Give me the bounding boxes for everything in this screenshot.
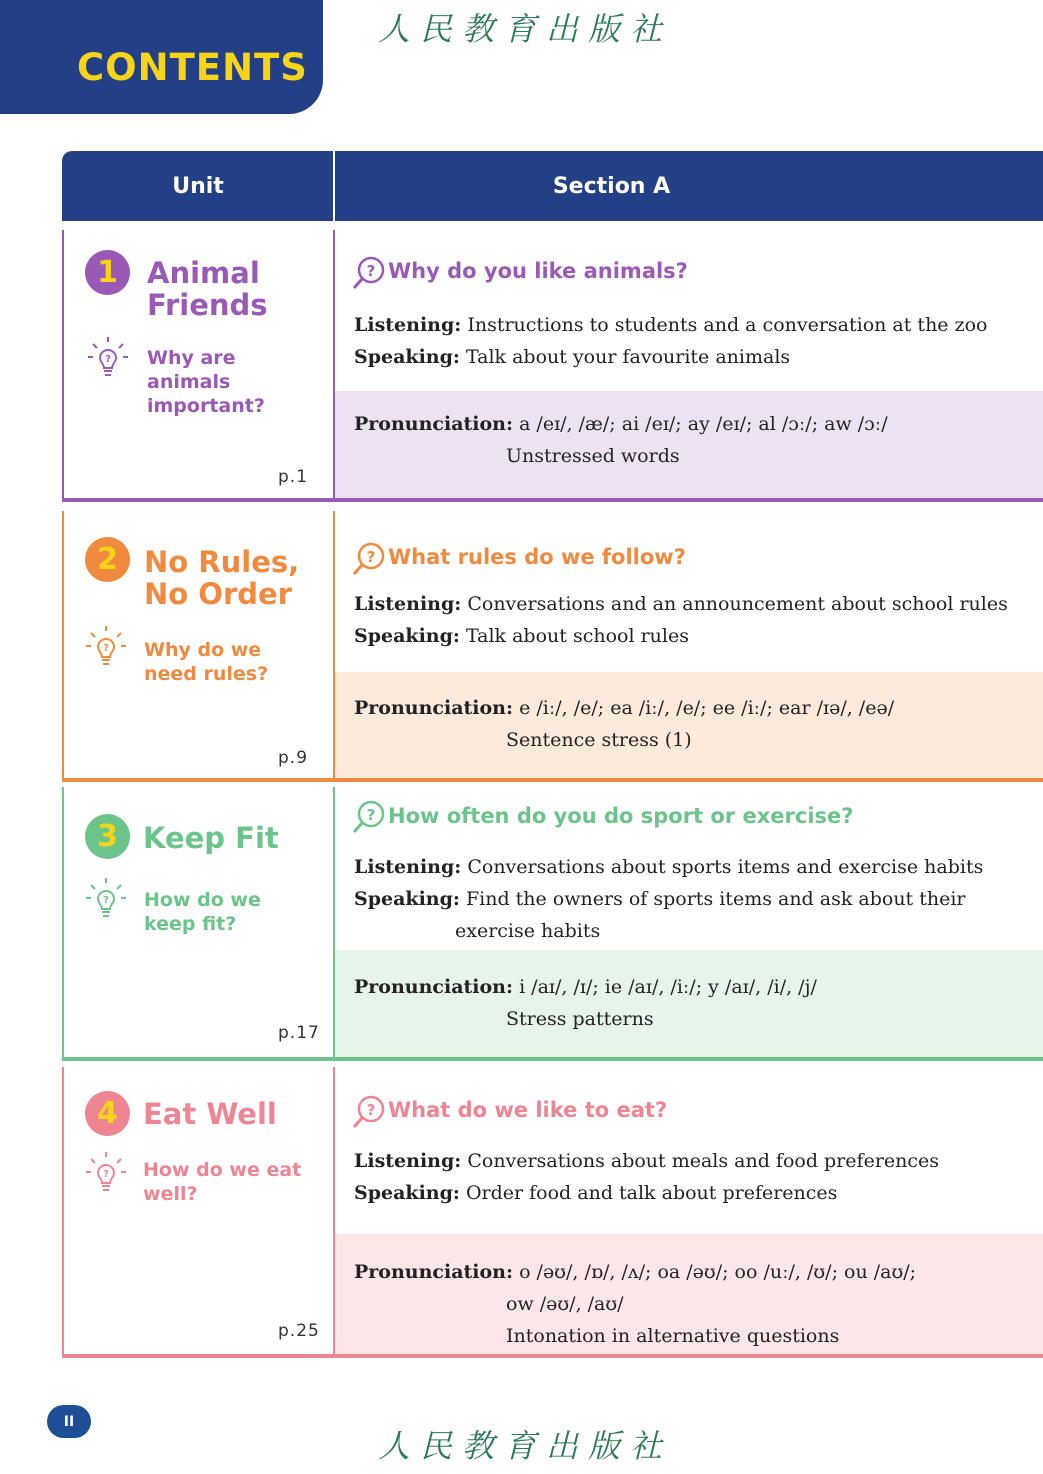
svg-text:?: ?: [103, 1169, 109, 1180]
pronunciation-text: o /əʊ/, /ɒ/, /ʌ/; oa /əʊ/; oo /uː/, /ʊ/; ou /aʊ/;: [519, 1261, 917, 1283]
pronunciation-line: [354, 1256, 916, 1288]
unit-title-line: Keep Fit: [143, 821, 279, 855]
unit-title-line: Friends: [147, 288, 268, 322]
pronunciation-line: [354, 971, 817, 1003]
svg-text:?: ?: [103, 643, 109, 654]
question-magnifier-icon: [352, 256, 386, 290]
lightbulb-icon: [86, 1151, 126, 1195]
question-magnifier-icon: [352, 542, 386, 576]
speaking-line: [354, 883, 966, 915]
section-question: What rules do we follow?: [388, 545, 686, 569]
listening-line: [354, 588, 1008, 620]
listening-line: [354, 851, 983, 883]
row-border-left: [62, 787, 64, 1059]
pronunciation-label: Pronunciation:: [354, 976, 514, 998]
pronunciation-text: a /eɪ/, /æ/; ai /eɪ/; ay /eɪ/; al /ɔː/; aw /ɔː/: [519, 413, 888, 435]
speaking-continuation: exercise habits: [455, 920, 601, 942]
row-border-bottom: [62, 1057, 1043, 1061]
svg-text:?: ?: [366, 806, 376, 824]
listening-line: [354, 309, 987, 341]
pronunciation-subline: Intonation in alternative questions: [506, 1325, 840, 1347]
speaking-label: Speaking:: [354, 888, 460, 910]
unit-title: [143, 822, 279, 854]
pronunciation-label: Pronunciation:: [354, 697, 514, 719]
section-question: Why do you like animals?: [388, 259, 688, 283]
speaking-text: Order food and talk about preferences: [465, 1182, 838, 1204]
speaking-label: Speaking:: [354, 346, 460, 368]
row-border-middle: [333, 511, 335, 781]
big-question-line: well?: [143, 1183, 198, 1205]
unit-column-header: Unit: [172, 173, 224, 199]
big-question-line: need rules?: [144, 663, 269, 685]
listening-label: Listening:: [354, 856, 462, 878]
page-reference: p.25: [278, 1321, 320, 1341]
row-border-left: [62, 1067, 64, 1357]
listening-text: Instructions to students and a conversation at the zoo: [467, 314, 988, 336]
big-question-line: Why do we: [144, 639, 262, 661]
unit-title-line: Eat Well: [143, 1097, 277, 1131]
speaking-text: Talk about school rules: [465, 625, 689, 647]
row-border-middle: [333, 787, 335, 1059]
pronunciation-label: Pronunciation:: [354, 413, 514, 435]
question-magnifier-icon: [352, 1095, 386, 1129]
big-question-line: important?: [147, 395, 265, 417]
contents-tab: [0, 0, 323, 114]
unit-title: [147, 257, 268, 321]
publisher-logo-top: 人民教育出版社: [378, 10, 673, 48]
big-question-line: keep fit?: [144, 913, 237, 935]
pronunciation-label: Pronunciation:: [354, 1261, 514, 1283]
row-border-bottom: [62, 778, 1043, 782]
big-question-line: animals: [147, 371, 231, 393]
pronunciation-line: [354, 408, 888, 440]
lightbulb-icon: [86, 625, 126, 669]
page-title: CONTENTS: [77, 46, 308, 89]
section-question: How often do you do sport or exercise?: [388, 804, 854, 828]
unit-number-badge: 4: [85, 1091, 130, 1136]
pronunciation-subline: Unstressed words: [506, 445, 680, 467]
speaking-text: Talk about your favourite animals: [465, 346, 791, 368]
speaking-line: [354, 1177, 837, 1209]
listening-text: Conversations and an announcement about school rules: [467, 593, 1008, 615]
listening-text: Conversations about meals and food preferences: [467, 1150, 940, 1172]
big-question: [147, 346, 297, 418]
speaking-label: Speaking:: [354, 1182, 460, 1204]
big-question: [144, 638, 294, 686]
row-border-bottom: [62, 1354, 1043, 1358]
unit-title-line: No Order: [144, 577, 292, 611]
section-question: What do we like to eat?: [388, 1098, 668, 1122]
page-reference: p.17: [278, 1023, 320, 1043]
speaking-line: [354, 341, 790, 373]
big-question-line: How do we: [144, 889, 261, 911]
unit-row-2: [62, 511, 1043, 783]
page-reference: p.9: [278, 748, 309, 768]
pronunciation-continuation: ow /əʊ/, /aʊ/: [506, 1293, 624, 1315]
page-reference: p.1: [278, 467, 309, 487]
unit-row-1: [62, 230, 1043, 502]
unit-title-line: Animal: [147, 256, 260, 290]
svg-text:?: ?: [103, 895, 109, 906]
unit-row-3: [62, 787, 1043, 1061]
svg-text:?: ?: [366, 1101, 376, 1119]
pronunciation-subline: Stress patterns: [506, 1008, 654, 1030]
svg-text:?: ?: [366, 262, 376, 280]
listening-label: Listening:: [354, 314, 462, 336]
big-question: [144, 888, 294, 936]
pronunciation-text: i /aɪ/, /ɪ/; ie /aɪ/, /iː/; y /aɪ/, /i/, /j/: [519, 976, 817, 998]
page-number-badge: II: [47, 1405, 91, 1438]
unit-row-4: [62, 1067, 1043, 1359]
listening-label: Listening:: [354, 593, 462, 615]
publisher-logo-bottom: 人民教育出版社: [378, 1427, 673, 1465]
listening-text: Conversations about sports items and exercise habits: [467, 856, 984, 878]
svg-text:?: ?: [105, 354, 111, 365]
unit-number-badge: 2: [85, 537, 130, 582]
pronunciation-line: [354, 692, 894, 724]
unit-number-badge: 3: [85, 814, 130, 859]
speaking-label: Speaking:: [354, 625, 460, 647]
speaking-line: [354, 620, 689, 652]
unit-title-line: No Rules,: [144, 545, 300, 579]
row-border-bottom: [62, 498, 1043, 502]
big-question-line: Why are: [147, 347, 236, 369]
listening-label: Listening:: [354, 1150, 462, 1172]
row-border-left: [62, 230, 64, 500]
table-header: [62, 151, 1043, 221]
row-border-left: [62, 511, 64, 781]
row-border-middle: [333, 1067, 335, 1357]
unit-title: [143, 1098, 277, 1130]
pronunciation-text: e /iː/, /e/; ea /iː/, /e/; ee /iː/; ear /ɪə/, /eə/: [519, 697, 895, 719]
pronunciation-panel: [335, 950, 1043, 1057]
unit-title: [144, 546, 299, 610]
row-border-middle: [333, 230, 335, 500]
lightbulb-icon: [86, 877, 126, 921]
big-question-line: How do we eat: [143, 1159, 302, 1181]
unit-number-badge: 1: [85, 250, 130, 295]
listening-line: [354, 1145, 939, 1177]
big-question: [143, 1158, 318, 1206]
section-column-header: Section A: [552, 173, 671, 199]
speaking-text: Find the owners of sports items and ask about their: [465, 888, 966, 910]
lightbulb-icon: [88, 336, 128, 380]
svg-text:?: ?: [366, 548, 376, 566]
pronunciation-subline: Sentence stress (1): [506, 729, 692, 751]
question-magnifier-icon: [352, 800, 386, 834]
